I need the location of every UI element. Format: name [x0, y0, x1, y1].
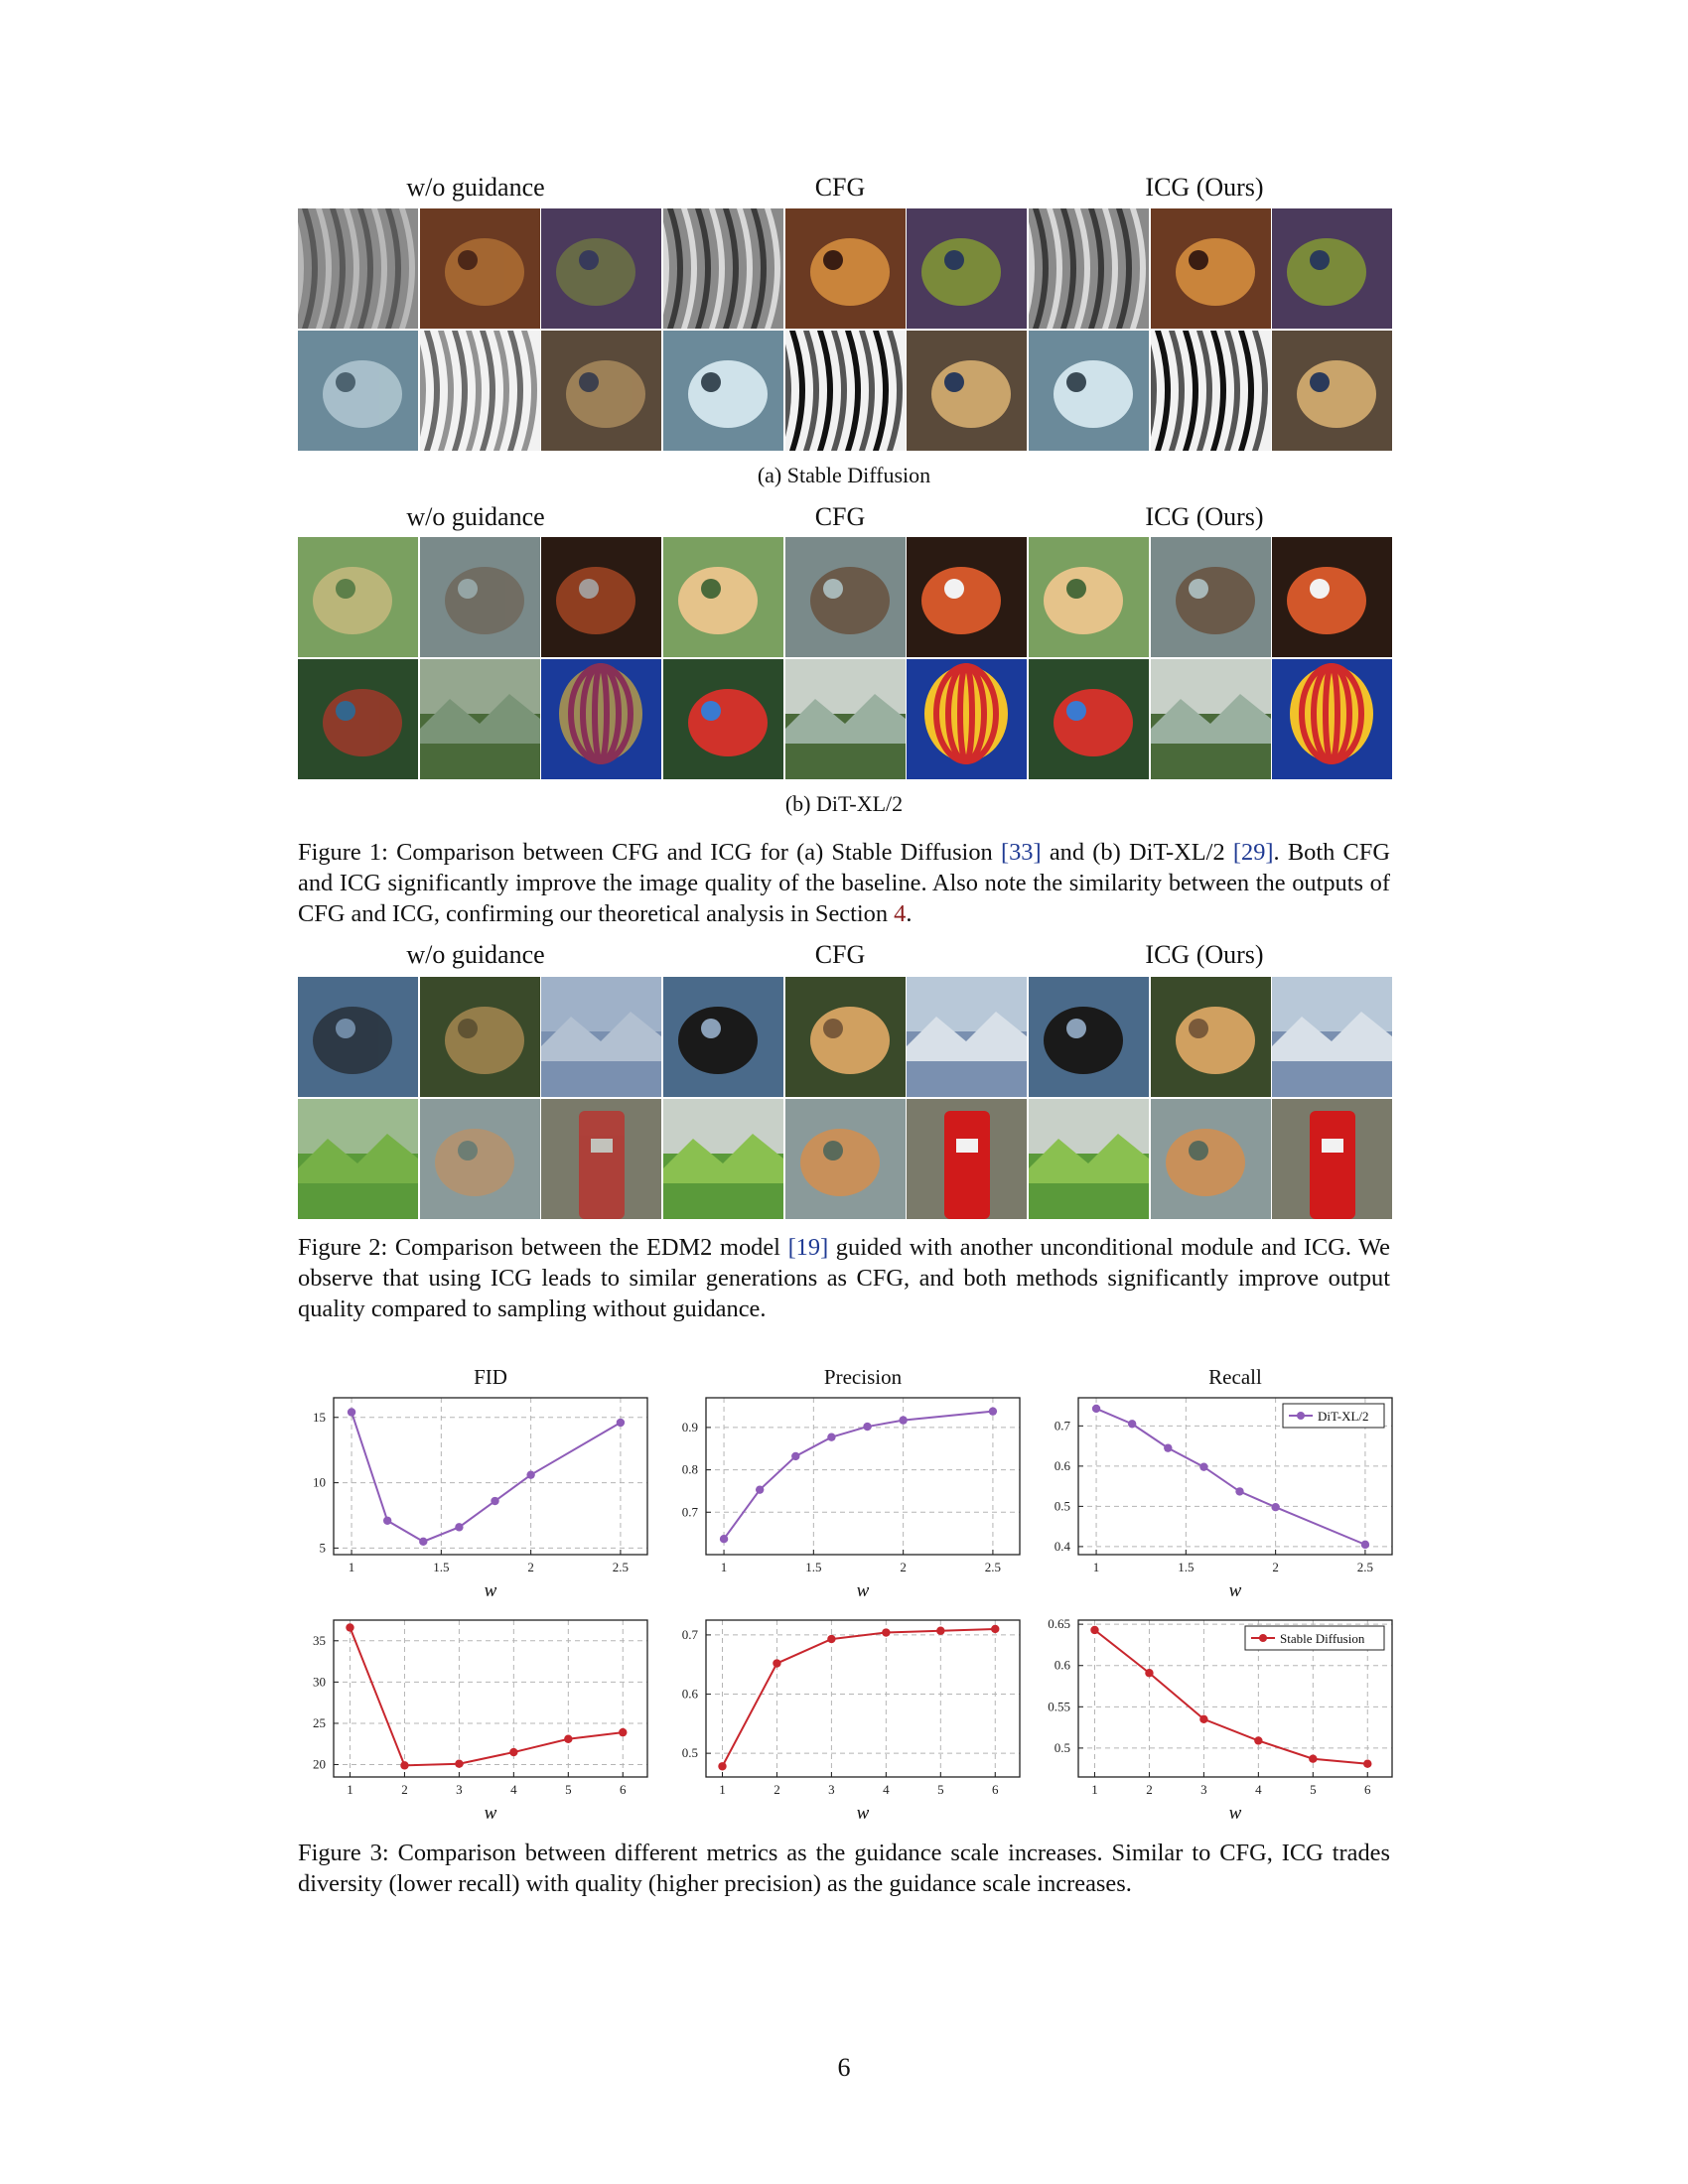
image-tile	[663, 977, 783, 1097]
image-tile-picture	[541, 331, 661, 451]
image-tile-picture	[1151, 331, 1271, 451]
image-tile	[663, 1099, 783, 1219]
y-tick-label: 0.5	[1054, 1498, 1070, 1514]
data-point	[509, 1748, 517, 1756]
image-tile	[420, 659, 540, 779]
fig1b-grid-cfg	[663, 537, 1027, 779]
legend-marker	[1259, 1634, 1267, 1642]
data-point	[718, 1762, 726, 1770]
data-point	[936, 1627, 944, 1635]
x-tick-label: 2	[774, 1782, 780, 1797]
fig1-caption-mid: and (b) DiT-XL/2	[1041, 839, 1233, 866]
image-tile-picture	[907, 331, 1027, 451]
image-tile	[298, 1099, 418, 1219]
fig2-label-wo-guidance: w/o guidance	[406, 940, 545, 969]
image-tile	[1151, 1099, 1271, 1219]
image-tile-picture	[907, 537, 1027, 657]
data-point	[346, 1623, 353, 1631]
fig1b-caption: (b) DiT-XL/2	[784, 791, 904, 816]
image-tile	[1272, 331, 1392, 451]
image-tile	[907, 537, 1027, 657]
image-tile	[785, 659, 906, 779]
image-tile-picture	[785, 537, 906, 657]
image-tile-picture	[298, 659, 418, 779]
image-tile-picture	[420, 659, 540, 779]
y-tick-label: 0.7	[681, 1626, 698, 1642]
legend-label: Stable Diffusion	[1280, 1631, 1365, 1646]
image-tile-picture	[420, 537, 540, 657]
image-tile	[298, 208, 418, 329]
image-tile	[907, 659, 1027, 779]
fig1a-label-icg: ICG (Ours)	[1145, 173, 1264, 202]
plot-fid-dit	[288, 1360, 655, 1618]
series-line	[352, 1412, 621, 1541]
image-tile-picture	[298, 1099, 418, 1219]
y-tick-label: 35	[313, 1632, 326, 1648]
image-tile	[420, 1099, 540, 1219]
data-point	[1363, 1759, 1371, 1767]
y-tick-label: 0.7	[1054, 1418, 1070, 1433]
fig2-caption-rest: guided with another unconditional module and ICG. We observe that using ICG leads to similar generations as CFG, and both methods significantly improve output quality compared to sampling without guidance.	[298, 1234, 1390, 1322]
data-point	[899, 1416, 907, 1424]
image-tile-picture	[541, 208, 661, 329]
x-tick-label: 1	[1092, 1560, 1100, 1574]
image-tile	[420, 977, 540, 1097]
image-tile-picture	[1151, 208, 1271, 329]
ref-29-link[interactable]: [29]	[1232, 839, 1274, 866]
image-tile	[1272, 977, 1392, 1097]
plot-title: Recall	[1208, 1365, 1262, 1389]
image-tile-picture	[1029, 659, 1149, 779]
plot-recall-sd	[1033, 1608, 1400, 1827]
image-tile-picture	[1272, 537, 1392, 657]
y-tick-label: 0.6	[1054, 1457, 1070, 1473]
x-axis-label: w	[856, 1580, 870, 1601]
fig1b-label-icg: ICG (Ours)	[1145, 502, 1264, 531]
y-tick-label: 0.6	[681, 1686, 698, 1702]
data-point	[1271, 1503, 1279, 1511]
data-point	[882, 1628, 890, 1636]
image-tile-picture	[663, 977, 783, 1097]
figure1-caption	[298, 837, 1390, 929]
image-tile	[785, 537, 906, 657]
image-tile-picture	[785, 331, 906, 451]
fig2-grid-cfg	[663, 977, 1027, 1219]
y-tick-label: 20	[313, 1756, 326, 1772]
fig2-grid-wo-guidance	[298, 977, 661, 1219]
fig1a-grid-cfg	[663, 208, 1027, 451]
x-tick-label: 6	[1364, 1782, 1371, 1797]
data-point	[455, 1523, 463, 1531]
fig1b-label-cfg: CFG	[814, 502, 866, 531]
data-point	[491, 1497, 498, 1505]
x-tick-label: 2	[1272, 1560, 1279, 1574]
legend-marker	[1297, 1412, 1305, 1420]
page-number: 6	[837, 2053, 851, 2082]
x-tick-label: 5	[565, 1782, 572, 1797]
fig2-grid-icg	[1029, 977, 1392, 1219]
image-tile	[298, 977, 418, 1097]
image-tile	[663, 659, 783, 779]
data-point	[1235, 1487, 1243, 1495]
data-point	[419, 1538, 427, 1546]
image-tile-picture	[541, 537, 661, 657]
image-tile	[785, 208, 906, 329]
image-tile-picture	[785, 659, 906, 779]
x-tick-label: 3	[828, 1782, 835, 1797]
data-point	[989, 1407, 997, 1415]
image-tile	[541, 1099, 661, 1219]
data-point	[617, 1419, 625, 1427]
image-tile	[298, 659, 418, 779]
y-tick-label: 0.5	[681, 1745, 698, 1761]
x-tick-label: 4	[1255, 1782, 1262, 1797]
image-tile-picture	[541, 977, 661, 1097]
image-tile-picture	[298, 537, 418, 657]
image-tile	[1151, 208, 1271, 329]
ref-19-link[interactable]: [19]	[787, 1234, 829, 1261]
y-tick-label: 0.55	[1048, 1699, 1070, 1714]
series-line	[1096, 1409, 1365, 1545]
image-tile	[907, 331, 1027, 451]
y-tick-label: 0.7	[681, 1504, 698, 1520]
y-tick-label: 0.8	[681, 1461, 698, 1477]
y-tick-label: 0.4	[1054, 1538, 1070, 1554]
image-tile-picture	[785, 1099, 906, 1219]
y-tick-label: 0.65	[1048, 1616, 1070, 1632]
plot-frame	[334, 1620, 647, 1777]
x-tick-label: 3	[456, 1782, 463, 1797]
image-tile-picture	[663, 537, 783, 657]
data-point	[1145, 1669, 1153, 1677]
image-tile	[298, 331, 418, 451]
image-tile	[907, 977, 1027, 1097]
image-tile-picture	[1029, 1099, 1149, 1219]
image-tile	[663, 537, 783, 657]
plot-title: Precision	[823, 1365, 903, 1389]
image-tile	[785, 1099, 906, 1219]
image-tile-picture	[541, 659, 661, 779]
data-point	[619, 1728, 627, 1736]
fig1a-grid-wo-guidance	[298, 208, 661, 451]
figure2-caption	[298, 1232, 1390, 1324]
series-line	[722, 1629, 995, 1766]
figure3-caption: Figure 3: Comparison between different metrics as the guidance scale increases. Similar to CFG, ICG trades diversity (lower recall) with quality (higher precision) as the guidance scale increases.	[298, 1840, 1390, 1897]
x-tick-label: 2	[527, 1560, 534, 1574]
image-tile-picture	[907, 1099, 1027, 1219]
image-tile	[907, 1099, 1027, 1219]
data-point	[348, 1408, 355, 1416]
image-tile-picture	[663, 208, 783, 329]
x-tick-label: 4	[510, 1782, 517, 1797]
x-tick-label: 5	[1310, 1782, 1317, 1797]
data-point	[1092, 1405, 1100, 1413]
image-tile-picture	[1272, 331, 1392, 451]
x-tick-label: 1.5	[433, 1560, 450, 1574]
x-tick-label: 1	[719, 1782, 726, 1797]
data-point	[720, 1535, 728, 1543]
image-tile-picture	[1151, 537, 1271, 657]
x-tick-label: 1	[347, 1782, 353, 1797]
x-axis-label: w	[1228, 1580, 1242, 1601]
image-tile-picture	[907, 977, 1027, 1097]
y-tick-label: 5	[319, 1540, 326, 1556]
image-tile-picture	[1272, 1099, 1392, 1219]
data-point	[827, 1433, 835, 1441]
image-tile-picture	[663, 1099, 783, 1219]
y-tick-label: 15	[313, 1409, 326, 1425]
fig2-caption-text: Figure 2: Comparison between the EDM2 model	[298, 1234, 788, 1261]
image-tile-picture	[541, 1099, 661, 1219]
image-tile	[785, 331, 906, 451]
image-tile	[1029, 1099, 1149, 1219]
x-tick-label: 2	[1146, 1782, 1153, 1797]
plot-frame	[706, 1398, 1020, 1555]
fig1a-label-wo-guidance: w/o guidance	[406, 173, 545, 202]
image-tile	[1151, 331, 1271, 451]
x-tick-label: 1.5	[805, 1560, 822, 1574]
image-tile	[541, 977, 661, 1097]
plot-precision-sd	[660, 1608, 1028, 1827]
fig2-label-icg: ICG (Ours)	[1145, 940, 1264, 969]
data-point	[1128, 1420, 1136, 1428]
x-tick-label: 1.5	[1178, 1560, 1195, 1574]
image-tile-picture	[907, 659, 1027, 779]
data-point	[526, 1470, 534, 1478]
legend-label: DiT-XL/2	[1318, 1409, 1369, 1424]
image-tile	[1272, 208, 1392, 329]
plot-precision-dit	[660, 1360, 1028, 1618]
data-point	[756, 1485, 764, 1493]
image-tile	[1151, 977, 1271, 1097]
image-tile-picture	[1151, 659, 1271, 779]
image-tile-picture	[298, 977, 418, 1097]
fig1b-grid-icg	[1029, 537, 1392, 779]
y-tick-label: 25	[313, 1714, 326, 1730]
image-tile	[1272, 537, 1392, 657]
image-tile	[1029, 977, 1149, 1097]
section-4-link[interactable]: 4	[894, 900, 907, 927]
image-tile-picture	[663, 659, 783, 779]
x-tick-label: 6	[992, 1782, 999, 1797]
data-point	[1254, 1736, 1262, 1744]
image-tile	[420, 331, 540, 451]
y-tick-label: 0.9	[681, 1419, 698, 1434]
x-tick-label: 2.5	[984, 1560, 1002, 1574]
data-point	[383, 1517, 391, 1525]
image-tile-picture	[1029, 331, 1149, 451]
x-axis-label: w	[1228, 1803, 1242, 1824]
fig1-caption-text2: . Both CFG and ICG significantly improve the image quality of the baseline. Also note the similarity between the outputs of CFG and ICG, confirming our theoretical analysis in Section	[298, 839, 1390, 927]
plot-recall-dit	[1033, 1360, 1400, 1618]
image-tile	[907, 208, 1027, 329]
image-tile	[1272, 1099, 1392, 1219]
image-tile-picture	[1029, 977, 1149, 1097]
image-tile-picture	[420, 1099, 540, 1219]
fig1b-grid-wo-guidance	[298, 537, 661, 779]
data-point	[1199, 1715, 1207, 1723]
image-tile-picture	[663, 331, 783, 451]
image-tile-picture	[420, 977, 540, 1097]
x-tick-label: 1	[720, 1560, 728, 1574]
y-tick-label: 10	[313, 1474, 326, 1490]
x-tick-label: 4	[883, 1782, 890, 1797]
x-tick-label: 2.5	[612, 1560, 630, 1574]
fig1b-label-wo-guidance: w/o guidance	[406, 502, 545, 531]
data-point	[1164, 1443, 1172, 1451]
image-tile	[298, 537, 418, 657]
data-point	[1090, 1626, 1098, 1634]
image-tile-picture	[1272, 977, 1392, 1097]
fig1a-caption: (a) Stable Diffusion	[757, 463, 931, 487]
data-point	[827, 1635, 835, 1643]
fig1a-grid-icg	[1029, 208, 1392, 451]
image-tile	[420, 537, 540, 657]
x-tick-label: 2.5	[1356, 1560, 1374, 1574]
fig1-caption-end: .	[906, 900, 913, 927]
image-tile-picture	[1029, 208, 1149, 329]
image-tile-picture	[1272, 208, 1392, 329]
image-tile	[1151, 537, 1271, 657]
image-tile	[785, 977, 906, 1097]
image-tile-picture	[785, 208, 906, 329]
image-tile	[663, 208, 783, 329]
image-tile-picture	[785, 977, 906, 1097]
data-point	[791, 1452, 799, 1460]
series-line	[350, 1627, 623, 1765]
plot-fid-sd	[288, 1608, 655, 1827]
x-axis-label: w	[856, 1803, 870, 1824]
image-tile	[541, 659, 661, 779]
plot-frame	[334, 1398, 647, 1555]
fig1a-label-cfg: CFG	[814, 173, 866, 202]
image-tile	[541, 537, 661, 657]
data-point	[773, 1659, 780, 1667]
data-point	[863, 1423, 871, 1431]
image-tile-picture	[298, 208, 418, 329]
data-point	[564, 1735, 572, 1743]
series-line	[724, 1412, 993, 1540]
x-tick-label: 6	[620, 1782, 627, 1797]
plot-title: FID	[474, 1365, 507, 1389]
x-tick-label: 1	[1091, 1782, 1098, 1797]
image-tile-picture	[1151, 1099, 1271, 1219]
image-tile	[420, 208, 540, 329]
y-tick-label: 0.5	[1054, 1739, 1070, 1755]
data-point	[1361, 1541, 1369, 1549]
x-tick-label: 3	[1200, 1782, 1207, 1797]
image-tile	[541, 331, 661, 451]
data-point	[400, 1761, 408, 1769]
fig2-label-cfg: CFG	[814, 940, 866, 969]
x-axis-label: w	[484, 1803, 497, 1824]
data-point	[991, 1625, 999, 1633]
x-tick-label: 5	[937, 1782, 944, 1797]
fig1-caption-text: Figure 1: Comparison between CFG and ICG for (a) Stable Diffusion	[298, 839, 1001, 866]
image-tile	[1029, 537, 1149, 657]
image-tile-picture	[907, 208, 1027, 329]
image-tile-picture	[1029, 537, 1149, 657]
image-tile	[1272, 659, 1392, 779]
image-tile	[1151, 659, 1271, 779]
y-tick-label: 0.6	[1054, 1657, 1070, 1673]
x-tick-label: 1	[348, 1560, 355, 1574]
image-tile	[541, 208, 661, 329]
x-axis-label: w	[484, 1580, 497, 1601]
x-tick-label: 2	[900, 1560, 907, 1574]
image-tile	[1029, 659, 1149, 779]
data-point	[1199, 1462, 1207, 1470]
y-tick-label: 30	[313, 1674, 326, 1690]
image-tile-picture	[298, 331, 418, 451]
image-tile	[1029, 208, 1149, 329]
x-tick-label: 2	[401, 1782, 408, 1797]
image-tile-picture	[420, 331, 540, 451]
image-tile	[1029, 331, 1149, 451]
image-tile-picture	[420, 208, 540, 329]
ref-33-link[interactable]: [33]	[1000, 839, 1042, 866]
data-point	[455, 1759, 463, 1767]
data-point	[1309, 1755, 1317, 1763]
image-tile	[663, 331, 783, 451]
image-tile-picture	[1151, 977, 1271, 1097]
image-tile-picture	[1272, 659, 1392, 779]
